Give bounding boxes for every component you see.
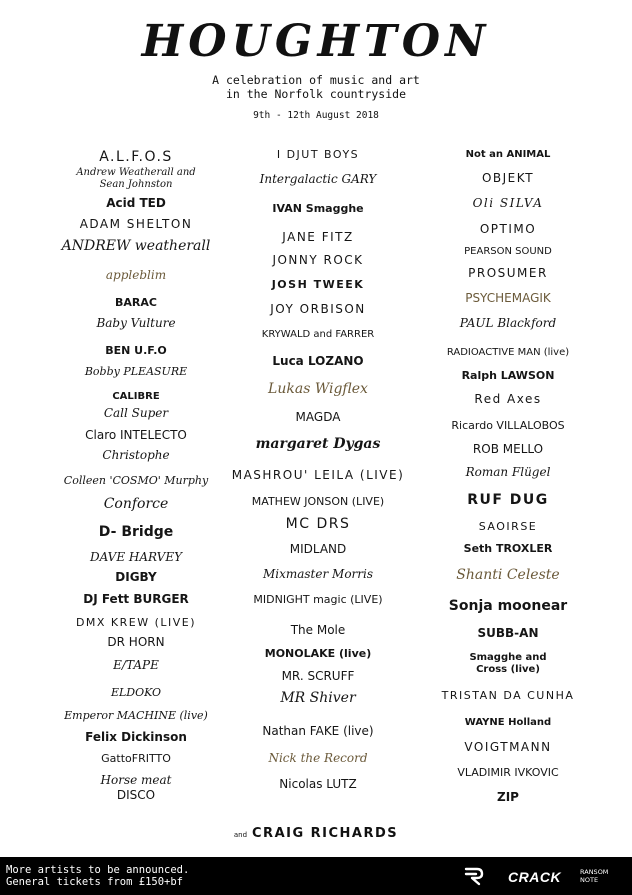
artist-name: WAYNE Holland [464, 717, 552, 728]
artist-name: Horse meat [100, 773, 172, 787]
artist-name: Sonja moonear [448, 598, 568, 614]
artist-name: Sean Johnston [99, 179, 173, 190]
artist-name: Seth TROXLER [463, 542, 553, 555]
artist-name: DIGBY [115, 570, 157, 584]
artist-name: Shanti Celeste [456, 567, 560, 583]
artist-name: Claro INTELECTO [85, 428, 187, 442]
artist-name: I DJUT BOYS [276, 148, 360, 161]
festival-dates: 9th - 12th August 2018 [253, 110, 379, 121]
artist-name: Lukas Wigflex [268, 381, 368, 397]
artist-name: Roman Flügel [465, 465, 551, 479]
artist-name: Acid TED [106, 196, 166, 210]
artist-name: MIDLAND [289, 542, 347, 556]
artist-name: JOSH TWEEK [271, 278, 365, 291]
artist-name: Emperor MACHINE (live) [64, 709, 208, 722]
footer-bar [0, 857, 632, 895]
artist-name: PSYCHEMAGIK [465, 291, 551, 305]
artist-name: DMX KREW (LIVE) [75, 616, 197, 629]
footer-note-line-1: More artists to be announced. [6, 864, 190, 876]
artist-name: SAOIRSE [478, 520, 538, 533]
artist-name: SUBB-AN [477, 626, 539, 640]
artist-name: OBJEKT [481, 171, 535, 185]
artist-name: KRYWALD and FARRER [261, 329, 375, 340]
artist-name: MR Shiver [280, 690, 356, 706]
artist-name: Felix Dickinson [85, 730, 187, 744]
artist-name: VLADIMIR IVKOVIC [457, 766, 559, 779]
artist-name: MC DRS [285, 516, 351, 532]
artist-name: JOY ORBISON [270, 302, 366, 316]
artist-name: appleblim [105, 268, 167, 282]
artist-name: BARAC [115, 296, 157, 309]
artist-name: MIDNIGHT magic (LIVE) [253, 593, 383, 606]
closing-artist [0, 826, 632, 841]
artist-name: BEN U.F.O [105, 344, 167, 357]
artist-name: JANE FITZ [282, 230, 354, 244]
artist-name: Intergalactic GARY [259, 172, 377, 186]
resident-advisor-logo-icon [463, 865, 485, 887]
artist-name: Nick the Record [268, 751, 368, 765]
artist-name: MASHROU' LEILA (LIVE) [231, 468, 405, 482]
artist-name: Not an ANIMAL [465, 149, 551, 160]
closing-artist-name: CRAIG RICHARDS [252, 826, 399, 841]
artist-name: ADAM SHELTON [79, 217, 193, 231]
festival-subtitle [0, 73, 632, 101]
ransom-note-line-1: RANSOM [580, 868, 609, 876]
artist-name: Call Super [103, 406, 169, 420]
artist-name: ROB MELLO [472, 442, 544, 456]
artist-name: CALIBRE [112, 391, 160, 402]
subtitle-line-2: in the Norfolk countryside [225, 87, 406, 101]
artist-name: ELDOKO [110, 686, 162, 699]
artist-name: Oli SILVA [472, 196, 544, 210]
artist-name: Andrew Weatherall and [76, 167, 196, 178]
footer-note-line-2: General tickets from £150+bf [6, 876, 184, 888]
artist-name: Bobby PLEASURE [84, 365, 188, 378]
artist-name: Colleen 'COSMO' Murphy [63, 474, 209, 487]
subtitle-line-1: A celebration of music and art [212, 73, 420, 87]
and-label: and [233, 831, 248, 839]
artist-name: margaret Dygas [255, 436, 381, 452]
artist-name: DJ Fett BURGER [83, 592, 189, 606]
artist-name: The Mole [290, 623, 346, 637]
artist-name: Baby Vulture [96, 316, 176, 330]
artist-name: OPTIMO [479, 222, 537, 236]
artist-name: Cross (live) [476, 664, 540, 675]
artist-name: D- Bridge [98, 524, 174, 540]
ransom-note-logo [580, 868, 608, 884]
artist-name: DR HORN [107, 635, 165, 649]
artist-name: GattoFRITTO [101, 752, 171, 765]
artist-name: Nathan FAKE (live) [262, 724, 374, 738]
artist-name: MAGDA [295, 410, 341, 424]
artist-name: Red Axes [474, 392, 542, 406]
artist-name: PAUL Blackford [459, 316, 557, 330]
ransom-note-line-2: NOTE [580, 876, 599, 884]
artist-name: Luca LOZANO [272, 354, 364, 368]
artist-name: E/TAPE [113, 658, 159, 672]
artist-name: DISCO [116, 788, 156, 802]
artist-name: A.L.F.O.S [99, 149, 173, 165]
artist-name: Smagghe and [469, 652, 547, 663]
artist-name: VOIGTMANN [464, 740, 552, 754]
artist-name: TRISTAN DA CUNHA [441, 689, 575, 702]
footer-note [6, 864, 189, 888]
artist-name: DAVE HARVEY [89, 550, 182, 564]
artist-name: Ricardo VILLALOBOS [451, 419, 565, 432]
artist-name: IVAN Smagghe [272, 202, 364, 215]
artist-name: MONOLAKE (live) [264, 647, 372, 660]
festival-title: HOUGHTON [141, 16, 491, 67]
artist-name: Christophe [102, 448, 170, 462]
artist-name: Conforce [103, 496, 169, 512]
artist-name: RUF DUG [467, 492, 549, 508]
artist-name: JONNY ROCK [272, 253, 364, 267]
crack-logo: CRACK [508, 869, 562, 885]
artist-name: RADIOACTIVE MAN (live) [446, 347, 570, 358]
artist-name: PEARSON SOUND [464, 246, 552, 257]
artist-name: ANDREW weatherall [61, 238, 211, 254]
artist-name: MATHEW JONSON (LIVE) [251, 495, 385, 508]
artist-name: MR. SCRUFF [281, 669, 355, 683]
artist-name: ZIP [497, 790, 519, 804]
artist-name: Nicolas LUTZ [279, 777, 357, 791]
artist-name: PROSUMER [468, 266, 548, 280]
artist-name: Mixmaster Morris [262, 567, 374, 581]
artist-name: Ralph LAWSON [461, 369, 555, 382]
